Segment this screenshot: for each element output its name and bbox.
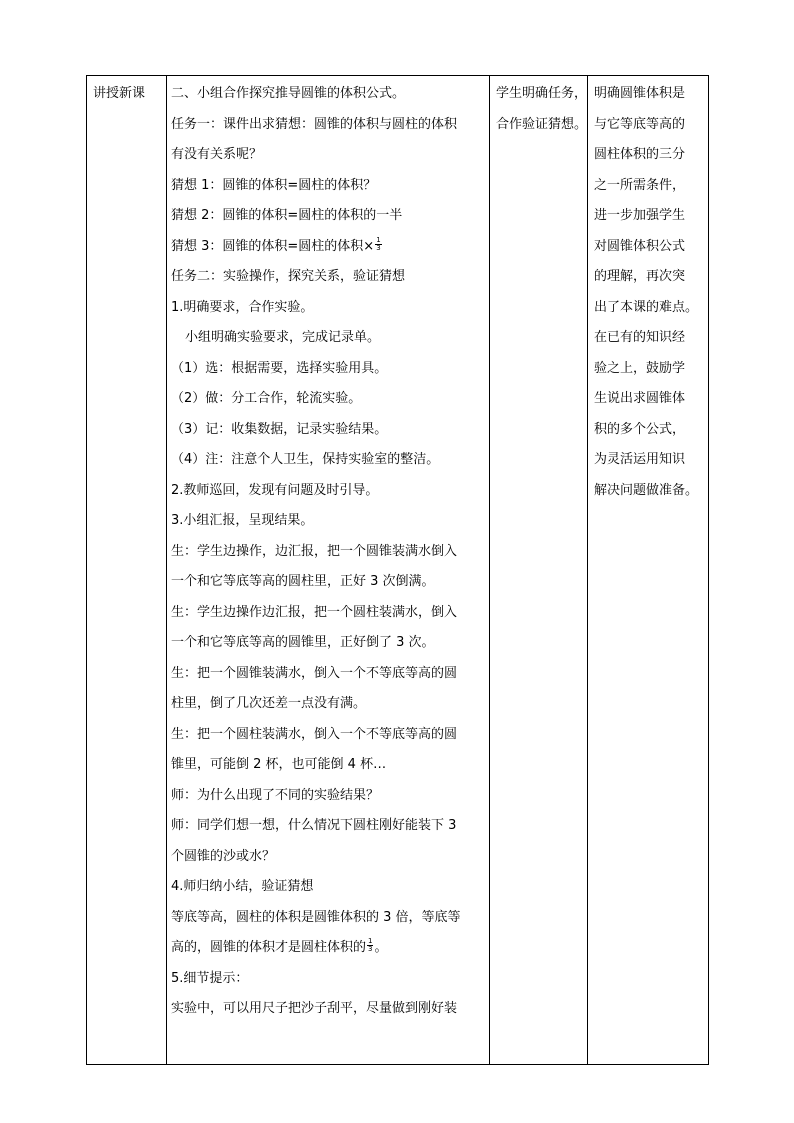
requirement-2: （2）做：分工合作，轮流实验。 — [171, 391, 362, 406]
student-report-1-cont: 一个和它等底等高的圆柱里，正好 3 次倒满。 — [171, 574, 435, 589]
requirement-4: （4）注：注意个人卫生，保持实验室的整洁。 — [171, 452, 440, 467]
design-intent-line: 之一所需条件， — [594, 177, 686, 193]
design-intent-line: 出了本课的难点。 — [594, 299, 699, 315]
task-one-line-cont: 有没有关系呢？ — [171, 147, 263, 162]
student-report-3-cont: 柱里，倒了几次还差一点没有满。 — [171, 696, 367, 711]
design-intent-cell — [588, 76, 709, 1065]
fraction-one-third — [375, 237, 381, 252]
student-report-2: 生：学生边操作边汇报，把一个圆柱装满水，倒入 — [171, 604, 458, 620]
section-heading: 二、小组合作探究推导圆锥的体积公式。 — [171, 86, 406, 101]
task-two-line: 任务二：实验操作，探究关系，验证猜想 — [171, 269, 406, 284]
guess-3-text: 猜想 3：圆锥的体积=圆柱的体积× — [171, 238, 375, 254]
table-row — [87, 76, 709, 1065]
conclusion-text: 高的，圆锥的体积才是圆柱体积的 — [171, 940, 367, 955]
conclusion-line-cont — [171, 933, 486, 964]
design-intent-line: 与它等底等高的 — [594, 116, 686, 132]
design-intent-line: 为灵活运用知识 — [594, 452, 686, 467]
student-activity-line: 学生明确任务， — [496, 86, 588, 101]
step-5-detail: 实验中，可以用尺子把沙子刮平，尽量做到刚好装 — [171, 1001, 458, 1016]
teacher-question-2: 师：同学们想一想，什么情况下圆柱刚好能装下 3 — [171, 818, 457, 833]
student-report-4-cont: 锥里，可能倒 2 杯，也可能倒 4 杯… — [171, 757, 387, 772]
fraction-one-third — [367, 938, 373, 953]
requirement-3: （3）记：收集数据，记录实验结果。 — [171, 421, 388, 437]
step-4: 4.师归纳小结，验证猜想 — [171, 879, 314, 894]
task-one-line: 任务一：课件出求猜想：圆锥的体积与圆柱的体积 — [171, 116, 458, 132]
teacher-question-1: 师：为什么出现了不同的实验结果？ — [171, 787, 380, 803]
design-intent-line: 圆柱体积的三分 — [594, 147, 686, 162]
teaching-process-cell — [167, 76, 490, 1065]
design-intent-line: 生说出求圆锥体 — [594, 391, 686, 406]
requirement-1: （1）选：根据需要，选择实验用具。 — [171, 360, 388, 376]
fraction-denominator: 3 — [376, 243, 381, 252]
teacher-question-2-cont: 个圆锥的沙或水？ — [171, 848, 276, 864]
student-report-1: 生：学生边操作，边汇报，把一个圆锥装满水倒入 — [171, 543, 458, 559]
conclusion-period: 。 — [374, 940, 388, 955]
design-intent-line: 在已有的知识经 — [594, 330, 686, 345]
design-intent-line: 对圆锥体积公式 — [594, 238, 686, 254]
step-5: 5.细节提示： — [171, 970, 249, 986]
design-intent-line: 积的多个公式， — [594, 421, 686, 437]
guess-1: 猜想 1：圆锥的体积=圆柱的体积？ — [171, 177, 377, 193]
student-activity-cell — [490, 76, 588, 1065]
fraction-denominator: 3 — [368, 945, 373, 953]
design-intent-line: 进一步加强学生 — [594, 208, 686, 223]
lesson-plan-table — [86, 75, 709, 1065]
design-intent-line: 的理解，再次突 — [594, 269, 686, 284]
stage-cell — [87, 76, 167, 1065]
step-3: 3.小组汇报，呈现结果。 — [171, 513, 314, 528]
guess-2: 猜想 2：圆锥的体积=圆柱的体积的一半 — [171, 208, 403, 223]
fraction-numerator: 1 — [376, 235, 381, 244]
step-2: 2.教师巡回，发现有问题及时引导。 — [171, 482, 379, 498]
student-report-3: 生：把一个圆锥装满水，倒入一个不等底等高的圆 — [171, 665, 458, 681]
guess-3 — [171, 232, 486, 263]
step-1-detail: 小组明确实验要求，完成记录单。 — [185, 330, 381, 345]
design-intent-line: 解决问题做准备。 — [594, 482, 699, 498]
step-1: 1.明确要求，合作实验。 — [171, 299, 314, 315]
student-report-2-cont: 一个和它等底等高的圆锥里，正好倒了 3 次。 — [171, 635, 435, 650]
stage-label: 讲授新课 — [93, 86, 146, 101]
student-report-4: 生：把一个圆柱装满水，倒入一个不等底等高的圆 — [171, 726, 458, 742]
design-intent-line: 验之上，鼓励学 — [594, 360, 686, 376]
student-activity-line: 合作验证猜想。 — [496, 116, 588, 132]
design-intent-line: 明确圆锥体积是 — [594, 86, 686, 101]
conclusion-line: 等底等高，圆柱的体积是圆锥体积的 3 倍，等底等 — [171, 909, 461, 925]
fraction-numerator: 1 — [368, 937, 373, 945]
